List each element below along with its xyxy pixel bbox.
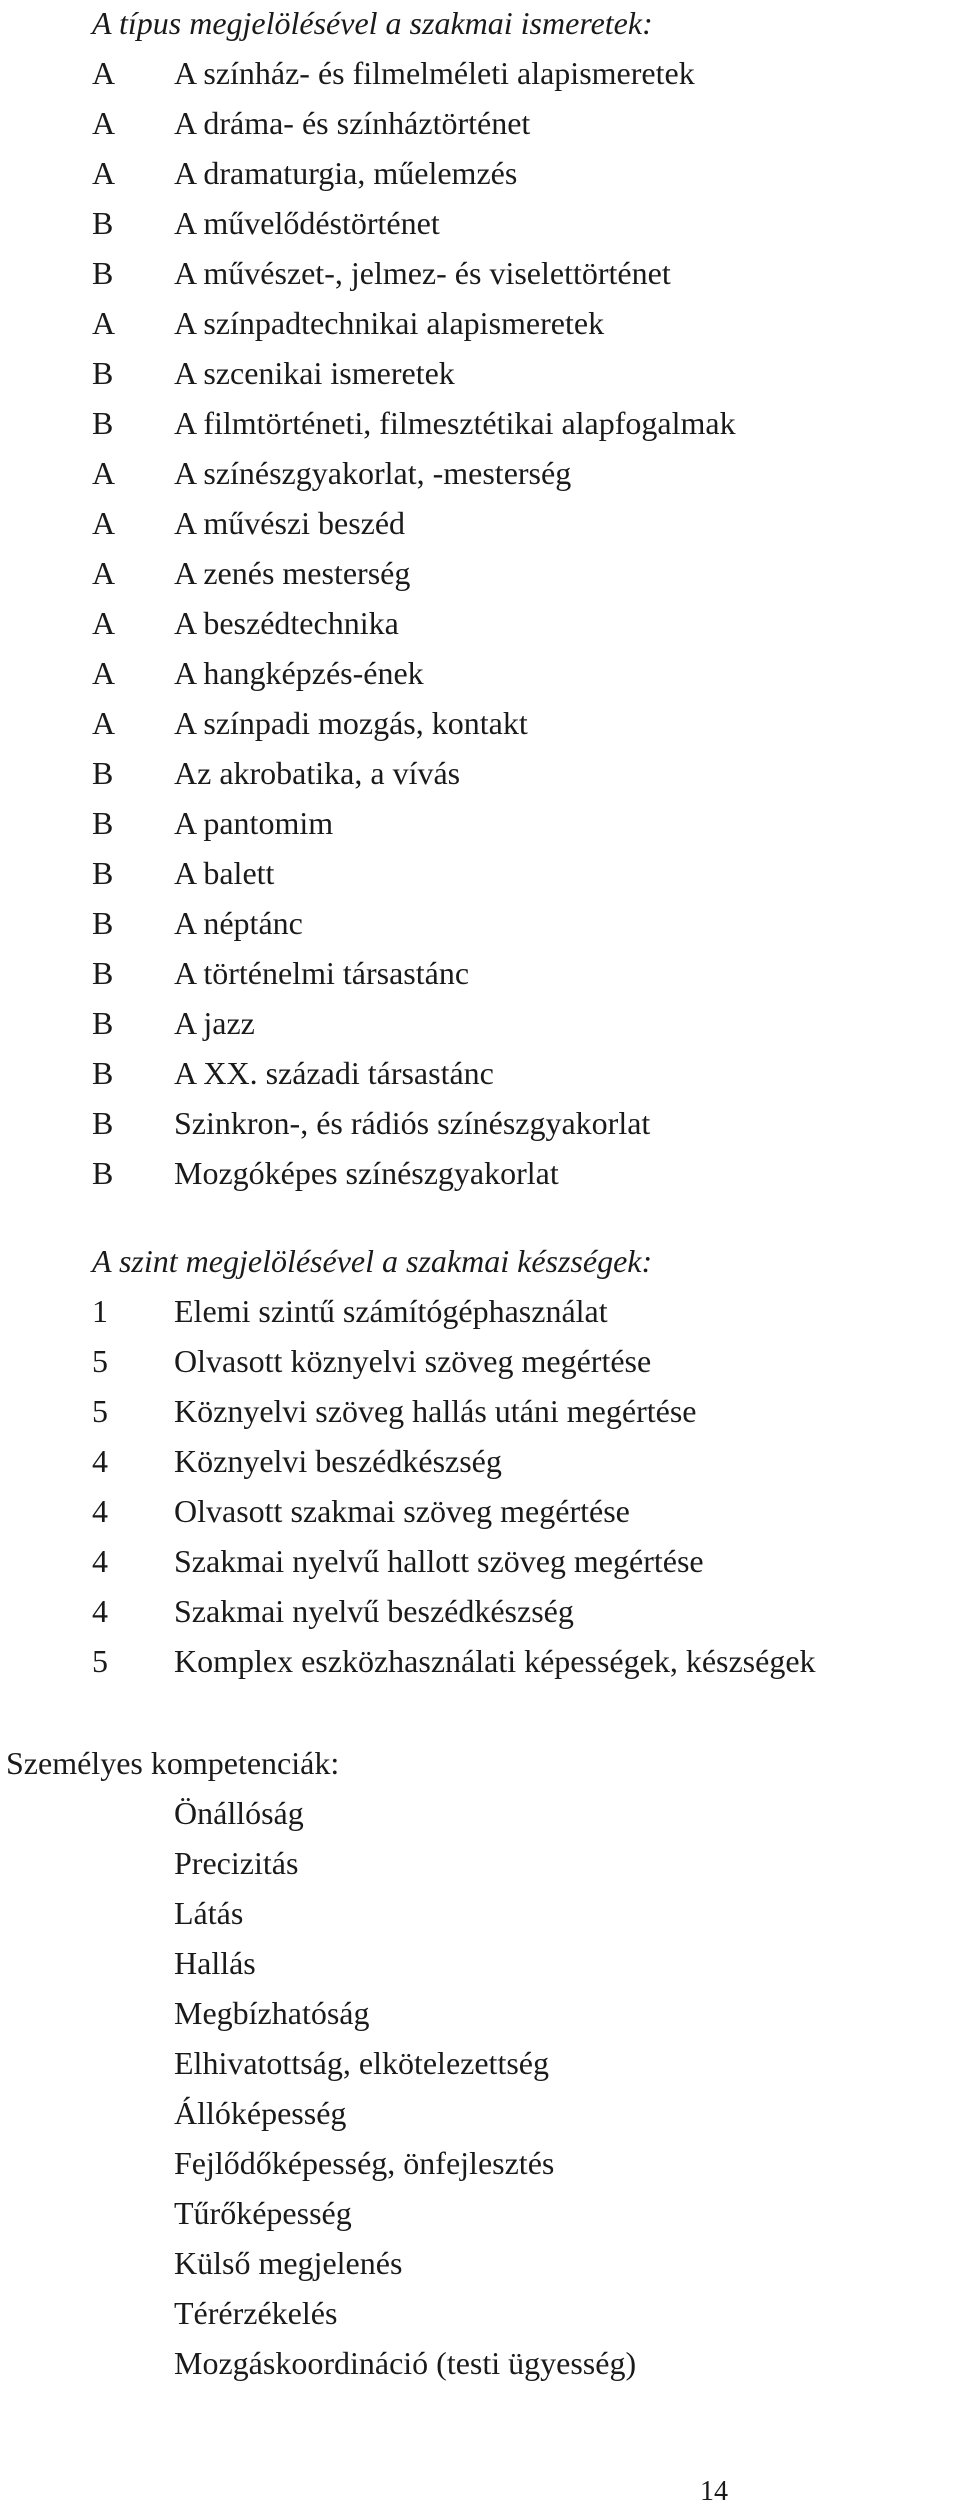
knowledge-type-code: B	[92, 405, 114, 441]
skill-item	[0, 1386, 960, 1436]
skill-item-text: Szakmai nyelvű hallott szöveg megértése	[174, 1543, 704, 1579]
knowledge-item	[0, 998, 960, 1048]
competency-item: Önállóság	[174, 1795, 304, 1831]
knowledge-item-text: A színpadtechnikai alapismeretek	[174, 305, 605, 341]
skill-item	[0, 1536, 960, 1586]
knowledge-item	[0, 1098, 960, 1148]
knowledge-item-text: A hangképzés-ének	[174, 655, 424, 691]
knowledge-type-code: A	[92, 655, 116, 691]
skill-item	[0, 1586, 960, 1636]
knowledge-type-code: B	[92, 1105, 114, 1141]
skill-level: 4	[92, 1493, 108, 1529]
knowledge-item	[0, 248, 960, 298]
knowledge-type-code: A	[92, 505, 116, 541]
knowledge-item	[0, 798, 960, 848]
knowledge-item-text: A balett	[174, 855, 275, 891]
knowledge-type-code: B	[92, 805, 114, 841]
knowledge-item-text: A színpadi mozgás, kontakt	[174, 705, 528, 741]
knowledge-type-code: A	[92, 105, 116, 141]
knowledge-item	[0, 1148, 960, 1198]
competency-item: Térérzékelés	[174, 2295, 338, 2331]
knowledge-item-text: A művészi beszéd	[174, 505, 406, 541]
knowledge-item-text: A dráma- és színháztörténet	[174, 105, 531, 141]
knowledge-item	[0, 598, 960, 648]
knowledge-type-code: A	[92, 455, 116, 491]
skill-level: 5	[92, 1393, 108, 1429]
competencies-heading: Személyes kompetenciák:	[6, 1745, 340, 1781]
knowledge-type-code: B	[92, 855, 114, 891]
knowledge-item-text: A pantomim	[174, 805, 334, 841]
knowledge-type-code: A	[92, 555, 116, 591]
page-number: 14	[700, 2476, 728, 2507]
knowledge-item	[0, 498, 960, 548]
knowledge-type-code: B	[92, 255, 114, 291]
knowledge-item-text: A beszédtechnika	[174, 605, 399, 641]
knowledge-item	[0, 198, 960, 248]
skill-level: 4	[92, 1593, 108, 1629]
knowledge-item	[0, 848, 960, 898]
skill-item-text: Szakmai nyelvű beszédkészség	[174, 1593, 574, 1629]
knowledge-item	[0, 948, 960, 998]
skill-level: 4	[92, 1543, 108, 1579]
skill-item	[0, 1436, 960, 1486]
skill-item-text: Komplex eszközhasználati képességek, készségek	[174, 1643, 816, 1679]
knowledge-item-text: Az akrobatika, a vívás	[174, 755, 461, 791]
knowledge-type-code: A	[92, 155, 116, 191]
knowledge-item	[0, 1048, 960, 1098]
knowledge-item-text: A XX. századi társastánc	[174, 1055, 494, 1091]
competency-item: Mozgáskoordináció (testi ügyesség)	[174, 2345, 637, 2381]
skill-item-text: Elemi szintű számítógéphasználat	[174, 1293, 608, 1329]
competency-item: Elhivatottság, elkötelezettség	[174, 2045, 549, 2081]
knowledge-type-code: A	[92, 705, 116, 741]
knowledge-heading: A típus megjelölésével a szakmai ismeretek:	[92, 5, 653, 41]
knowledge-item	[0, 298, 960, 348]
knowledge-item-text: Szinkron-, és rádiós színészgyakorlat	[174, 1105, 651, 1141]
competency-item: Tűrőképesség	[174, 2195, 352, 2231]
knowledge-item	[0, 548, 960, 598]
knowledge-type-code: B	[92, 1055, 114, 1091]
knowledge-type-code: A	[92, 55, 116, 91]
knowledge-type-code: B	[92, 205, 114, 241]
knowledge-item	[0, 448, 960, 498]
competency-item: Állóképesség	[174, 2095, 347, 2131]
competency-item: Fejlődőképesség, önfejlesztés	[174, 2145, 555, 2181]
skill-item	[0, 1286, 960, 1336]
knowledge-item	[0, 148, 960, 198]
skill-level: 1	[92, 1293, 108, 1329]
knowledge-item-text: A néptánc	[174, 905, 303, 941]
competency-item: Külső megjelenés	[174, 2245, 403, 2281]
knowledge-type-code: B	[92, 905, 114, 941]
skill-item-text: Köznyelvi beszédkészség	[174, 1443, 502, 1479]
skill-item-text: Olvasott szakmai szöveg megértése	[174, 1493, 630, 1529]
skill-item	[0, 1486, 960, 1536]
skill-item-text: Köznyelvi szöveg hallás utáni megértése	[174, 1393, 697, 1429]
knowledge-item-text: A színészgyakorlat, -mesterség	[174, 455, 572, 491]
knowledge-item-text: A szcenikai ismeretek	[174, 355, 455, 391]
knowledge-item-text: Mozgóképes színészgyakorlat	[174, 1155, 559, 1191]
skills-heading: A szint megjelölésével a szakmai készségek:	[92, 1243, 653, 1279]
skill-item	[0, 1636, 960, 1686]
knowledge-item-text: A művészet-, jelmez- és viselettörténet	[174, 255, 671, 291]
knowledge-item	[0, 48, 960, 98]
skill-level: 4	[92, 1443, 108, 1479]
knowledge-type-code: A	[92, 605, 116, 641]
knowledge-type-code: B	[92, 755, 114, 791]
knowledge-type-code: B	[92, 1005, 114, 1041]
knowledge-item-text: A zenés mesterség	[174, 555, 411, 591]
competency-item: Precizitás	[174, 1845, 299, 1881]
knowledge-item	[0, 348, 960, 398]
knowledge-type-code: B	[92, 1155, 114, 1191]
skill-item	[0, 1336, 960, 1386]
knowledge-item-text: A történelmi társastánc	[174, 955, 470, 991]
knowledge-item	[0, 698, 960, 748]
knowledge-item	[0, 898, 960, 948]
skill-level: 5	[92, 1343, 108, 1379]
skill-level: 5	[92, 1643, 108, 1679]
skill-item-text: Olvasott köznyelvi szöveg megértése	[174, 1343, 652, 1379]
knowledge-item-text: A jazz	[174, 1005, 255, 1041]
knowledge-item	[0, 98, 960, 148]
knowledge-type-code: A	[92, 305, 116, 341]
knowledge-item-text: A színház- és filmelméleti alapismeretek	[174, 55, 695, 91]
knowledge-item-text: A dramaturgia, műelemzés	[174, 155, 518, 191]
competency-item: Megbízhatóság	[174, 1995, 370, 2031]
knowledge-item-text: A művelődéstörténet	[174, 205, 440, 241]
knowledge-item	[0, 398, 960, 448]
knowledge-type-code: B	[92, 355, 114, 391]
competency-item: Látás	[174, 1895, 244, 1931]
knowledge-item	[0, 648, 960, 698]
knowledge-item	[0, 748, 960, 798]
competency-item: Hallás	[174, 1945, 256, 1981]
knowledge-type-code: B	[92, 955, 114, 991]
knowledge-item-text: A filmtörténeti, filmesztétikai alapfogalmak	[174, 405, 736, 441]
